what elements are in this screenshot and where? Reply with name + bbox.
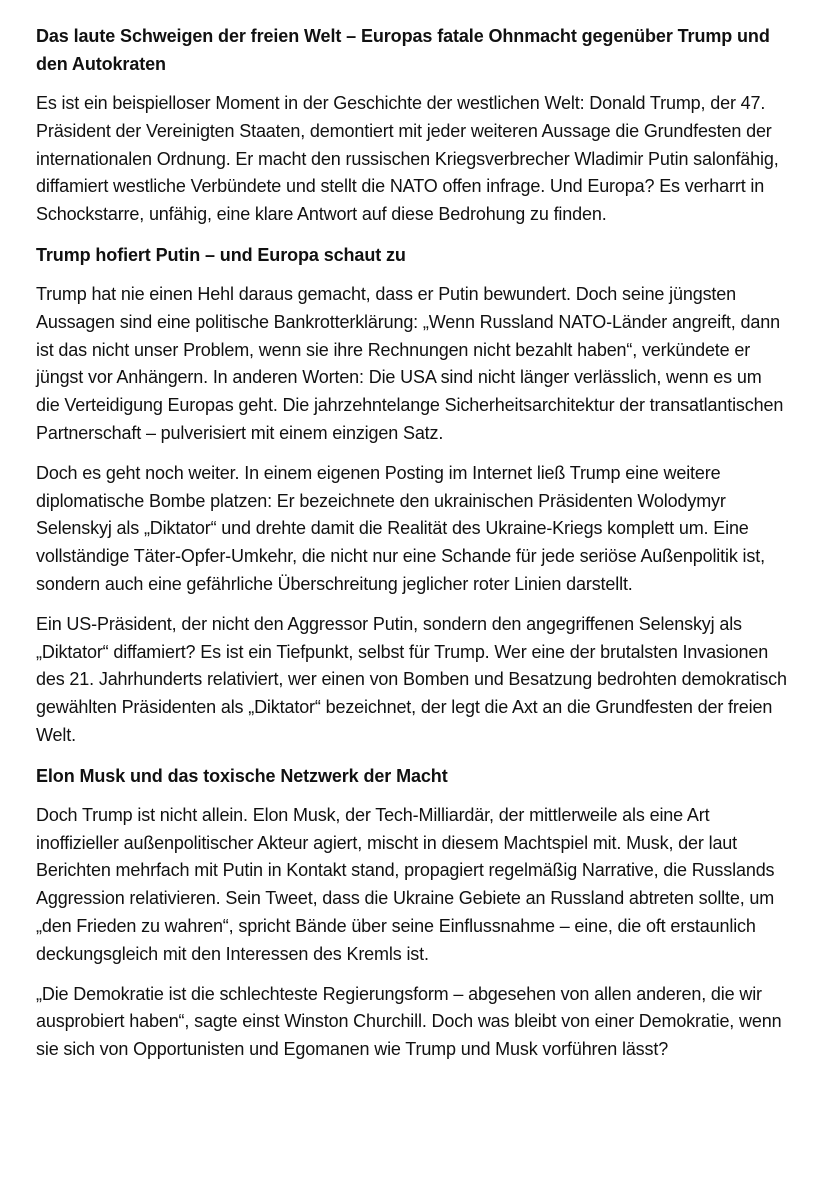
intro-paragraph: Es ist ein beispielloser Moment in der Geschichte der westlichen Welt: Donald Trump, der 47. Präsident der Vereinigten Staaten, demontiert mit jeder weiteren Aussage die Grundfesten der internationalen Ordnung. Er macht den russischen Kriegsverbrecher Wladimir Putin salonfähig, diffamiert westliche Verbündete und stellt die NATO offen infrage. Und Europa? Es verharrt in Schockstarre, unfähig, eine klare Antwort auf diese Bedrohung zu finden. <box>36 93 779 225</box>
section-heading: Trump hofiert Putin – und Europa schaut zu <box>36 244 406 265</box>
body-paragraph: Doch Trump ist nicht allein. Elon Musk, der Tech-Milliardär, der mittlerweile als eine Art inoffizieller außenpolitischer Akteur agiert, mischt in diesem Machtspiel mit. Musk, der laut Berichten mehrfach mit Putin in Kontakt stand, propagiert regelmäßig Narrative, die Russlands Aggression relativieren. Sein Tweet, dass die Ukraine Gebiete an Russland abtreten sollte, um „den Frieden zu wahren“, spricht Bände über seine Einflussnahme – eine, die oft erstaunlich deckungsgleich mit den Interessen des Kremls ist. <box>36 804 775 964</box>
article <box>36 22 788 1076</box>
section-heading: Elon Musk und das toxische Netzwerk der Macht <box>36 765 448 786</box>
body-paragraph: Ein US-Präsident, der nicht den Aggressor Putin, sondern den angegriffenen Selenskyj als „Diktator“ diffamiert? Es ist ein Tiefpunkt, selbst für Trump. Wer eine der brutalsten Invasionen des 21. Jahrhunderts relativiert, wer einen von Bomben und Besatzung bedrohten demokratisch gewählten Präsidenten als „Diktator“ bezeichnet, der legt die Axt an die Grundfesten der freien Welt. <box>36 613 787 745</box>
body-paragraph: „Die Demokratie ist die schlechteste Regierungsform – abgesehen von allen anderen, die wir ausprobiert haben“, sagte einst Winston Churchill. Doch was bleibt von einer Demokratie, wenn sie sich von Opportunisten und Egomanen wie Trump und Musk vorführen lässt? <box>36 983 782 1060</box>
article-title: Das laute Schweigen der freien Welt – Europas fatale Ohnmacht gegenüber Trump und den Autokraten <box>36 26 770 74</box>
body-paragraph: Trump hat nie einen Hehl daraus gemacht, dass er Putin bewundert. Doch seine jüngsten Aussagen sind eine politische Bankrotterklärung: „Wenn Russland NATO-Länder angreift, dann ist das nicht unser Problem, wenn sie ihre Rechnungen nicht bezahlt haben“, verkündete er jüngst vor Anhängern. In anderen Worten: Die USA sind nicht länger verlässlich, wenn es um die Verteidigung Europas geht. Die jahrzehntelange Sicherheitsarchitektur der transatlantischen Partnerschaft – pulverisiert mit einem einzigen Satz. <box>36 283 784 443</box>
body-paragraph: Doch es geht noch weiter. In einem eigenen Posting im Internet ließ Trump eine weitere diplomatische Bombe platzen: Er bezeichnete den ukrainischen Präsidenten Wolodymyr Selenskyj als „Diktator“ und drehte damit die Realität des Ukraine-Kriegs komplett um. Eine vollständige Täter-Opfer-Umkehr, die nicht nur eine Schande für jede seriöse Außenpolitik ist, sondern auch eine gefährliche Überschreitung jeglicher roter Linien darstellt. <box>36 462 765 594</box>
